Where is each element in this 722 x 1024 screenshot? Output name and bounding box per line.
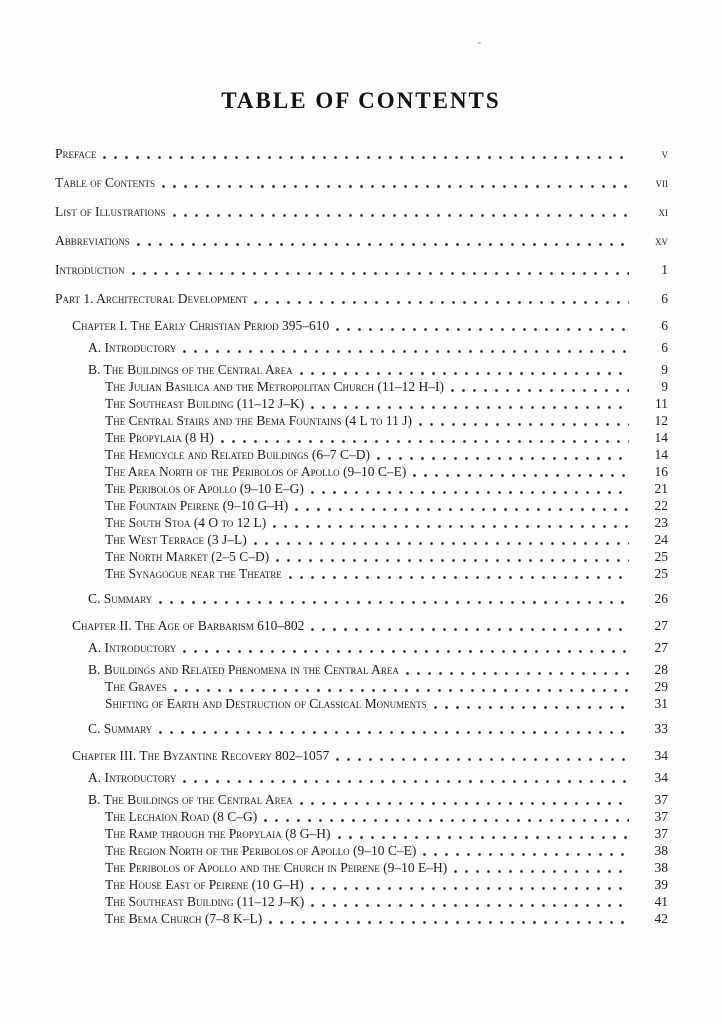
toc-entry xyxy=(55,844,668,858)
toc-entry-page-number: 25 xyxy=(654,549,668,564)
toc-entry-page-number: 27 xyxy=(654,640,668,655)
toc-entry-label: The Region North of the Peribolos of Apollo (9–10 C–E) xyxy=(105,843,417,858)
toc-entry-page-number: 23 xyxy=(654,515,668,530)
scan-speck xyxy=(478,42,481,44)
toc-entry-page-number: 24 xyxy=(654,532,668,547)
toc-entry-page-number: 6 xyxy=(661,318,668,333)
toc-entry-page-number: 34 xyxy=(654,748,668,763)
dot-leader xyxy=(295,508,629,511)
toc-entry-label: Chapter II. The Age of Barbarism 610–802 xyxy=(72,618,305,633)
dot-leader xyxy=(434,706,629,709)
toc-entry xyxy=(55,697,668,711)
dot-leader xyxy=(406,672,629,675)
toc-entry-label: Abbreviations xyxy=(55,233,130,248)
toc-entry-page-number: 42 xyxy=(654,911,668,926)
toc-entry-page-number: 12 xyxy=(654,413,668,428)
toc-entry-label: B. The Buildings of the Central Area xyxy=(88,792,293,807)
toc-entry-page-number: vii xyxy=(655,175,668,190)
toc-entry-label: The Propylaia (8 H) xyxy=(105,430,214,445)
toc-entry-label: List of Illustrations xyxy=(55,204,166,219)
toc-entry-page-number: 9 xyxy=(661,379,668,394)
toc-entry xyxy=(55,771,668,785)
toc-entry xyxy=(55,722,668,736)
toc-entry-label: The Fountain Peirene (9–10 G–H) xyxy=(105,498,289,513)
toc-entry-page-number: 25 xyxy=(654,566,668,581)
toc-entry-page-number: 14 xyxy=(654,430,668,445)
toc-entry xyxy=(55,234,668,248)
toc-entry xyxy=(55,397,668,411)
toc-entry xyxy=(55,533,668,547)
toc-entry xyxy=(55,482,668,496)
toc-entry-label: Part 1. Architectural Development xyxy=(55,291,248,306)
toc-entry-label: The Ramp through the Propylaia (8 G–H) xyxy=(105,826,331,841)
toc-entry-page-number: xv xyxy=(655,233,668,248)
toc-entry xyxy=(55,516,668,530)
dot-leader xyxy=(311,628,629,631)
toc-entry xyxy=(55,147,668,161)
dot-leader xyxy=(254,301,629,304)
page-title: TABLE OF CONTENTS xyxy=(221,88,501,113)
toc-entry-label: Shifting of Earth and Destruction of Classical Monuments xyxy=(105,696,427,711)
toc-entry-page-number: 27 xyxy=(654,618,668,633)
toc-entry-label: The Synagogue near the Theatre xyxy=(105,566,282,581)
toc-entry-label: B. The Buildings of the Central Area xyxy=(88,362,293,377)
toc-entry xyxy=(55,319,668,333)
toc-entry-page-number: 14 xyxy=(654,447,668,462)
dot-leader xyxy=(311,904,629,907)
toc-entry-label: The Hemicycle and Related Buildings (6–7 C–D) xyxy=(105,447,370,462)
toc-entry-label: A. Introductory xyxy=(88,770,177,785)
toc-entry-label: A. Introductory xyxy=(88,640,177,655)
toc-entry-page-number: xi xyxy=(658,204,668,219)
toc-entry-page-number: 33 xyxy=(654,721,668,736)
toc-entry-label: Chapter III. The Byzantine Recovery 802–1057 xyxy=(72,748,330,763)
dot-leader xyxy=(183,650,629,653)
dot-leader xyxy=(336,758,629,761)
toc-entry xyxy=(55,448,668,462)
dot-leader xyxy=(173,214,630,217)
toc-entry-page-number: 38 xyxy=(654,843,668,858)
toc-entry xyxy=(55,680,668,694)
dot-leader xyxy=(451,389,629,392)
toc-entry xyxy=(55,793,668,807)
toc-entry-page-number: 38 xyxy=(654,860,668,875)
toc-entry-page-number: 1 xyxy=(661,262,668,277)
toc-entry xyxy=(55,641,668,655)
toc-entry-page-number: 34 xyxy=(654,770,668,785)
toc-entry xyxy=(55,592,668,606)
dot-leader xyxy=(338,836,630,839)
toc-entry xyxy=(55,263,668,277)
toc-entry xyxy=(55,810,668,824)
toc-entry-page-number: 21 xyxy=(654,481,668,496)
toc-entry xyxy=(55,827,668,841)
toc-entry-label: The Southeast Building (11–12 J–K) xyxy=(105,396,305,411)
toc-entry xyxy=(55,292,668,306)
dot-leader xyxy=(174,689,629,692)
toc-entry-label: The Area North of the Peribolos of Apollo (9–10 C–E) xyxy=(105,464,407,479)
dot-leader xyxy=(162,185,629,188)
toc-entry-page-number: v xyxy=(661,146,668,161)
toc-entry-label: The Peribolos of Apollo and the Church in Peirene (9–10 E–H) xyxy=(105,860,448,875)
dot-leader xyxy=(276,559,629,562)
toc-entry-page-number: 16 xyxy=(654,464,668,479)
dot-leader xyxy=(311,491,629,494)
toc-entry-page-number: 41 xyxy=(654,894,668,909)
dot-leader xyxy=(159,731,629,734)
dot-leader xyxy=(423,853,629,856)
toc-entry xyxy=(55,567,668,581)
dot-leader xyxy=(419,423,629,426)
toc-entry-page-number: 11 xyxy=(655,396,668,411)
toc-entry xyxy=(55,465,668,479)
dot-leader xyxy=(183,780,629,783)
toc-entry xyxy=(55,499,668,513)
toc-entry-label: The Southeast Building (11–12 J–K) xyxy=(105,894,305,909)
toc-entry xyxy=(55,619,668,633)
dot-leader xyxy=(269,921,629,924)
toc-entry-page-number: 37 xyxy=(654,826,668,841)
toc-entry-label: The Bema Church (7–8 K–L) xyxy=(105,911,263,926)
dot-leader xyxy=(454,870,629,873)
toc-entry-label: The Central Stairs and the Bema Fountains (4 L to 11 J) xyxy=(105,413,413,428)
toc-entry xyxy=(55,895,668,909)
toc-entry-label: The Lechaion Road (8 C–G) xyxy=(105,809,258,824)
toc-entry xyxy=(55,550,668,564)
toc-entry xyxy=(55,380,668,394)
toc-entry-page-number: 37 xyxy=(654,792,668,807)
toc-entry-page-number: 9 xyxy=(661,362,668,377)
toc-entry xyxy=(55,431,668,445)
toc-entry-label: The North Market (2–5 C–D) xyxy=(105,549,270,564)
toc-entry-label: The West Terrace (3 J–L) xyxy=(105,532,247,547)
dot-leader xyxy=(336,328,629,331)
dot-leader xyxy=(137,243,629,246)
toc-entry-page-number: 6 xyxy=(661,340,668,355)
dot-leader xyxy=(132,272,630,275)
toc-entry-page-number: 39 xyxy=(654,877,668,892)
toc-entry-page-number: 37 xyxy=(654,809,668,824)
dot-leader xyxy=(413,474,629,477)
toc-entry xyxy=(55,176,668,190)
toc-entry-label: Chapter I. The Early Christian Period 395–610 xyxy=(72,318,330,333)
toc-entry xyxy=(55,205,668,219)
toc-entry xyxy=(55,414,668,428)
toc-entry-page-number: 31 xyxy=(654,696,668,711)
toc-entry-label: The South Stoa (4 O to 12 L) xyxy=(105,515,267,530)
toc-entry xyxy=(55,749,668,763)
dot-leader xyxy=(264,819,629,822)
toc-entry xyxy=(55,861,668,875)
dot-leader xyxy=(311,887,629,890)
toc-entry-label: A. Introductory xyxy=(88,340,177,355)
dot-leader xyxy=(183,350,629,353)
toc-entry-page-number: 26 xyxy=(654,591,668,606)
toc-entry-page-number: 29 xyxy=(654,679,668,694)
toc-entry-label: Introduction xyxy=(55,262,125,277)
toc-entry xyxy=(55,912,668,926)
dot-leader xyxy=(289,576,629,579)
dot-leader xyxy=(273,525,629,528)
toc-entry xyxy=(55,363,668,377)
toc-list xyxy=(55,147,668,926)
toc-entry-label: C. Summary xyxy=(88,591,153,606)
toc-entry-page-number: 6 xyxy=(661,291,668,306)
toc-entry xyxy=(55,878,668,892)
toc-entry-page-number: 28 xyxy=(654,662,668,677)
toc-entry-label: C. Summary xyxy=(88,721,153,736)
toc-entry-label: The Graves xyxy=(105,679,167,694)
dot-leader xyxy=(103,156,629,159)
dot-leader xyxy=(311,406,629,409)
toc-entry xyxy=(55,663,668,677)
dot-leader xyxy=(377,457,629,460)
toc-entry-label: The Peribolos of Apollo (9–10 E–G) xyxy=(105,481,304,496)
toc-entry-label: The House East of Peirene (10 G–H) xyxy=(105,877,304,892)
dot-leader xyxy=(300,802,629,805)
toc-entry-label: The Julian Basilica and the Metropolitan Church (11–12 H–I) xyxy=(105,379,445,394)
dot-leader xyxy=(221,440,629,443)
toc-entry-page-number: 22 xyxy=(654,498,668,513)
toc-entry-label: B. Buildings and Related Phenomena in the Central Area xyxy=(88,662,399,677)
toc-entry-label: Preface xyxy=(55,146,97,161)
toc-entry xyxy=(55,341,668,355)
dot-leader xyxy=(254,542,629,545)
dot-leader xyxy=(159,601,629,604)
toc-entry-label: Table of Contents xyxy=(55,175,155,190)
dot-leader xyxy=(300,372,629,375)
